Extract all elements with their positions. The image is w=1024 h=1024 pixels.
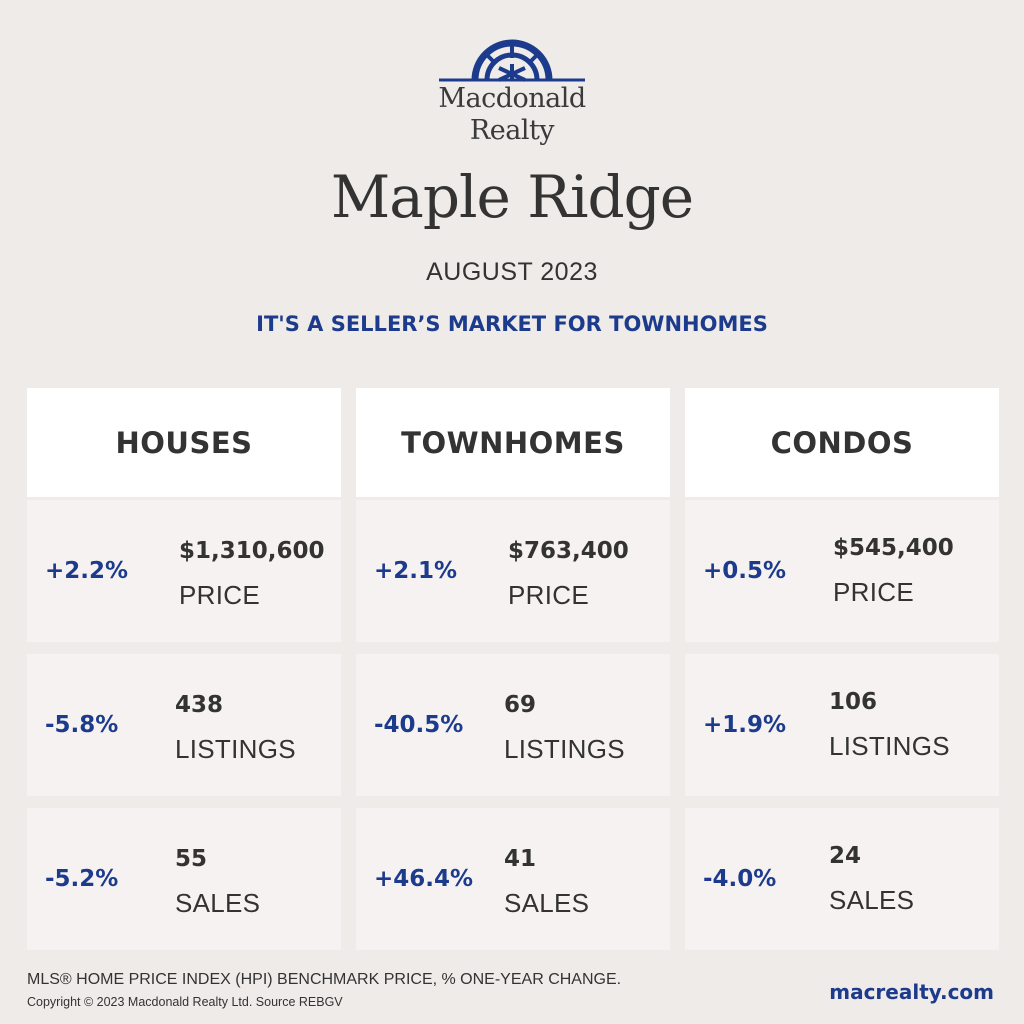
sales-label: SALES: [175, 888, 261, 918]
sales-label: SALES: [829, 885, 915, 915]
listings-value: 438: [175, 692, 224, 718]
methodology-note: MLS® HOME PRICE INDEX (HPI) BENCHMARK PRICE, % ONE-YEAR CHANGE.: [27, 971, 622, 988]
price-card: [685, 500, 999, 642]
copyright-text: Copyright © 2023 Macdonald Realty Ltd. Source REBGV: [27, 995, 343, 1009]
column-title: CONDOS: [685, 388, 999, 497]
listings-label: LISTINGS: [175, 734, 296, 764]
column-title: HOUSES: [27, 388, 341, 497]
sales-card: [356, 808, 670, 950]
townhomes-column: [356, 388, 670, 918]
price-label: PRICE: [179, 580, 260, 610]
houses-column: [27, 388, 341, 918]
price-change: +0.5%: [703, 558, 787, 584]
compass-rose-logo-icon: [437, 38, 587, 82]
listings-change: -40.5%: [374, 712, 464, 738]
report-period: AUGUST 2023: [426, 258, 598, 286]
listings-card: [356, 654, 670, 796]
listings-card: [685, 654, 999, 796]
price-change: +2.2%: [45, 558, 129, 584]
sales-change: -4.0%: [703, 866, 777, 892]
brand-name-line1: Macdonald: [438, 83, 586, 114]
listings-value: 106: [829, 689, 878, 715]
sales-value: 41: [504, 846, 537, 872]
column-title: TOWNHOMES: [356, 388, 670, 497]
sales-value: 55: [175, 846, 208, 872]
price-card: [27, 500, 341, 642]
price-label: PRICE: [833, 577, 914, 607]
listings-value: 69: [504, 692, 537, 718]
price-label: PRICE: [508, 580, 589, 610]
sales-change: -5.2%: [45, 866, 119, 892]
listings-change: -5.8%: [45, 712, 119, 738]
listings-label: LISTINGS: [829, 731, 950, 761]
sales-card: [685, 808, 999, 950]
brand-logo: [412, 38, 612, 156]
market-headline: IT'S A SELLER’S MARKET FOR TOWNHOMES: [256, 312, 768, 336]
website-link[interactable]: macrealty.com: [829, 980, 994, 1004]
listings-label: LISTINGS: [504, 734, 625, 764]
price-value: $545,400: [833, 535, 954, 561]
sales-change: +46.4%: [374, 866, 474, 892]
sales-label: SALES: [504, 888, 590, 918]
page-title: Maple Ridge: [330, 163, 694, 231]
price-card: [356, 500, 670, 642]
listings-card: [27, 654, 341, 796]
price-change: +2.1%: [374, 558, 458, 584]
price-value: $1,310,600: [179, 538, 325, 564]
price-value: $763,400: [508, 538, 629, 564]
listings-change: +1.9%: [703, 712, 787, 738]
sales-value: 24: [829, 843, 862, 869]
sales-card: [27, 808, 341, 950]
condos-column: [685, 388, 999, 915]
brand-name-line2: Realty: [469, 115, 555, 146]
